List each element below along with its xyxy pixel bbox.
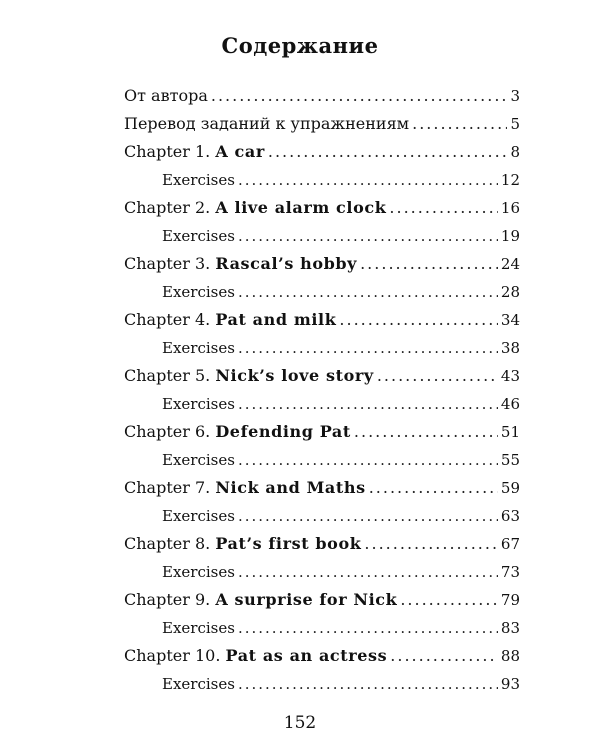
- toc-entry-page: 83: [500, 619, 520, 637]
- toc-exercises-entry: [124, 334, 520, 362]
- toc-entry-title: A car: [215, 142, 265, 161]
- toc-dot-leader: [238, 558, 498, 586]
- toc-entry-prefix: Chapter 8.: [124, 534, 211, 553]
- toc-entry-page: 46: [500, 395, 520, 413]
- toc-entry-label: [124, 306, 336, 334]
- toc-entry-label: [162, 222, 235, 250]
- toc-entry-page: 19: [500, 227, 520, 245]
- toc-entry-title: Rascal’s hobby: [215, 254, 358, 273]
- toc-entry-page: 8: [510, 143, 520, 161]
- toc-entry-prefix: Chapter 4.: [124, 310, 211, 329]
- toc-entry-prefix: Chapter 5.: [124, 366, 211, 385]
- toc-entry-title: Defending Pat: [215, 422, 351, 441]
- toc-entry-prefix: Chapter 9.: [124, 590, 211, 609]
- toc-exercises-entry: [124, 390, 520, 418]
- toc-chapter-entry: [124, 138, 520, 166]
- toc-dot-leader: [238, 614, 498, 642]
- toc-entry-prefix: Exercises: [162, 563, 235, 581]
- toc-entry-prefix: Chapter 2.: [124, 198, 211, 217]
- toc-entry-title: Pat and milk: [215, 310, 337, 329]
- toc-dot-leader: [390, 642, 498, 670]
- toc-entry-prefix: Exercises: [162, 395, 235, 413]
- toc-entry-label: [124, 194, 386, 222]
- toc-entry-label: [162, 502, 235, 530]
- table-of-contents: [124, 82, 520, 698]
- toc-entry-page: 63: [500, 507, 520, 525]
- toc-dot-leader: [238, 278, 498, 306]
- toc-entry-prefix: Exercises: [162, 507, 235, 525]
- toc-entry-prefix: Exercises: [162, 171, 235, 189]
- toc-chapter-entry: [124, 194, 520, 222]
- toc-entry-label: [124, 250, 357, 278]
- toc-entry-page: 73: [500, 563, 520, 581]
- toc-exercises-entry: [124, 670, 520, 698]
- toc-dot-leader: [238, 670, 498, 698]
- toc-chapter-entry: [124, 474, 520, 502]
- toc-dot-leader: [238, 334, 498, 362]
- page-title: Содержание: [221, 33, 379, 58]
- toc-entry-label: [162, 278, 235, 306]
- toc-dot-leader: [238, 390, 498, 418]
- toc-entry-prefix: Exercises: [162, 283, 235, 301]
- toc-entry-prefix: Exercises: [162, 619, 235, 637]
- toc-dot-leader: [211, 82, 508, 110]
- toc-entry-page: 67: [500, 535, 520, 553]
- toc-entry-page: 88: [500, 647, 520, 665]
- toc-entry-label: [162, 334, 235, 362]
- toc-entry-label: [162, 558, 235, 586]
- toc-dot-leader: [377, 362, 498, 390]
- toc-entry-page: 59: [500, 479, 520, 497]
- toc-entry-label: [124, 82, 208, 110]
- toc-entry-label: [124, 138, 265, 166]
- toc-exercises-entry: [124, 614, 520, 642]
- toc-chapter-entry: [124, 362, 520, 390]
- toc-entry-label: [124, 642, 387, 670]
- toc-entry-prefix: Перевод заданий к упражнениям: [124, 114, 410, 133]
- toc-dot-leader: [238, 446, 498, 474]
- toc-entry-prefix: Exercises: [162, 451, 235, 469]
- toc-entry-page: 55: [500, 451, 520, 469]
- toc-dot-leader: [238, 502, 498, 530]
- toc-entry-title: Nick’s love story: [215, 366, 374, 385]
- toc-entry-page: 79: [500, 591, 520, 609]
- toc-chapter-entry: [124, 586, 520, 614]
- toc-chapter-entry: [124, 418, 520, 446]
- toc-intro-entry: [124, 82, 520, 110]
- toc-exercises-entry: [124, 446, 520, 474]
- toc-entry-label: [124, 110, 409, 138]
- toc-entry-title: A surprise for Nick: [215, 590, 398, 609]
- toc-entry-page: 12: [500, 171, 520, 189]
- toc-entry-label: [124, 586, 397, 614]
- toc-dot-leader: [389, 194, 498, 222]
- toc-entry-page: 5: [510, 115, 520, 133]
- toc-entry-title: A live alarm clock: [215, 198, 387, 217]
- toc-entry-label: [162, 166, 235, 194]
- toc-dot-leader: [238, 222, 498, 250]
- toc-dot-leader: [360, 250, 498, 278]
- toc-chapter-entry: [124, 306, 520, 334]
- toc-entry-page: 43: [500, 367, 520, 385]
- toc-entry-page: 16: [500, 199, 520, 217]
- toc-dot-leader: [339, 306, 498, 334]
- toc-intro-entry: [124, 110, 520, 138]
- toc-entry-label: [162, 390, 235, 418]
- toc-entry-prefix: Exercises: [162, 675, 235, 693]
- toc-dot-leader: [400, 586, 498, 614]
- toc-entry-label: [124, 530, 361, 558]
- toc-dot-leader: [412, 110, 507, 138]
- toc-entry-label: [124, 362, 374, 390]
- toc-dot-leader: [354, 418, 498, 446]
- toc-entry-label: [124, 474, 366, 502]
- toc-entry-title: Nick and Maths: [215, 478, 366, 497]
- toc-entry-prefix: От автора: [124, 86, 208, 105]
- toc-entry-title: Pat’s first book: [215, 534, 362, 553]
- toc-exercises-entry: [124, 558, 520, 586]
- toc-entry-prefix: Chapter 1.: [124, 142, 211, 161]
- toc-entry-page: 38: [500, 339, 520, 357]
- toc-entry-prefix: Exercises: [162, 227, 235, 245]
- toc-entry-prefix: Chapter 10.: [124, 646, 221, 665]
- toc-entry-prefix: Chapter 7.: [124, 478, 211, 497]
- toc-entry-label: [124, 418, 351, 446]
- toc-dot-leader: [364, 530, 497, 558]
- toc-entry-prefix: Exercises: [162, 339, 235, 357]
- toc-entry-page: 34: [500, 311, 520, 329]
- toc-entry-label: [162, 614, 235, 642]
- toc-dot-leader: [238, 166, 498, 194]
- toc-exercises-entry: [124, 166, 520, 194]
- toc-entry-title: Pat as an actress: [225, 646, 388, 665]
- toc-chapter-entry: [124, 642, 520, 670]
- toc-chapter-entry: [124, 250, 520, 278]
- toc-chapter-entry: [124, 530, 520, 558]
- toc-entry-prefix: Chapter 6.: [124, 422, 211, 441]
- toc-exercises-entry: [124, 222, 520, 250]
- toc-dot-leader: [369, 474, 498, 502]
- toc-entry-page: 24: [500, 255, 520, 273]
- toc-exercises-entry: [124, 502, 520, 530]
- toc-exercises-entry: [124, 278, 520, 306]
- toc-entry-page: 93: [500, 675, 520, 693]
- toc-entry-label: [162, 670, 235, 698]
- toc-entry-prefix: Chapter 3.: [124, 254, 211, 273]
- toc-entry-page: 28: [500, 283, 520, 301]
- toc-entry-page: 51: [500, 423, 520, 441]
- toc-dot-leader: [268, 138, 508, 166]
- toc-entry-page: 3: [510, 87, 520, 105]
- toc-entry-label: [162, 446, 235, 474]
- page-number: 152: [283, 713, 317, 733]
